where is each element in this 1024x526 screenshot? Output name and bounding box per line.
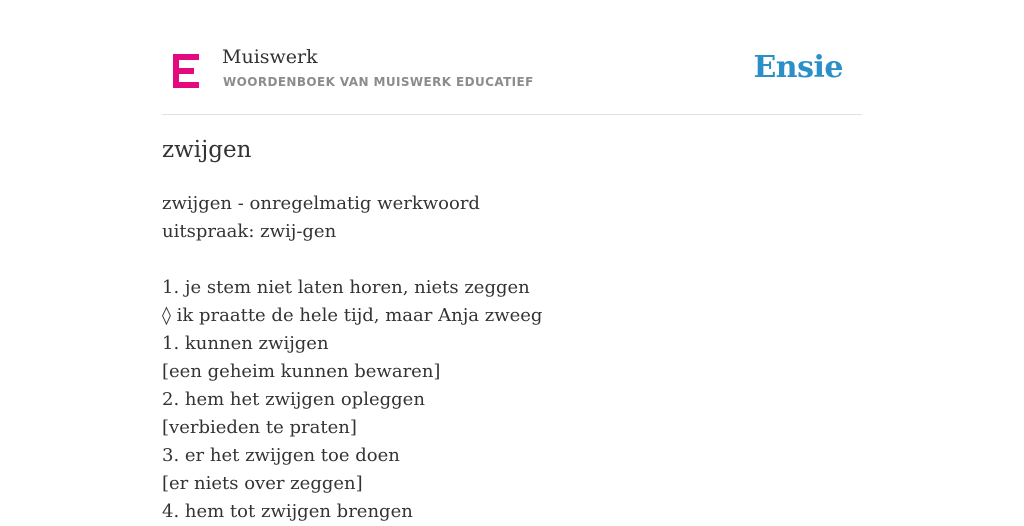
definition-line: zwijgen - onregelmatig werkwoord — [162, 193, 480, 214]
site-name[interactable]: Muiswerk — [222, 46, 318, 68]
muiswerk-logo-icon[interactable] — [173, 54, 201, 88]
definition-line: 4. hem tot zwijgen brengen — [162, 501, 413, 522]
definition-line: 3. er het zwijgen toe doen — [162, 445, 400, 466]
definition-line: 1. je stem niet laten horen, niets zeggen — [162, 277, 530, 298]
header — [162, 44, 862, 115]
definition-line: 2. hem het zwijgen opleggen — [162, 389, 425, 410]
example-line: ◊ ik praatte de hele tijd, maar Anja zweeg — [162, 305, 543, 326]
definition-body — [162, 190, 862, 526]
site-subtitle: WOORDENBOEK VAN MUISWERK EDUCATIEF — [223, 75, 534, 89]
definition-line: [een geheim kunnen bewaren] — [162, 361, 441, 382]
blank-line — [162, 246, 862, 274]
definition-line: 1. kunnen zwijgen — [162, 333, 329, 354]
definition-line: uitspraak: zwij-gen — [162, 221, 337, 242]
ensie-logo[interactable]: Ensie — [753, 50, 843, 85]
page-title: zwijgen — [162, 137, 252, 163]
definition-line: [er niets over zeggen] — [162, 473, 363, 494]
definition-line: [verbieden te praten] — [162, 417, 357, 438]
